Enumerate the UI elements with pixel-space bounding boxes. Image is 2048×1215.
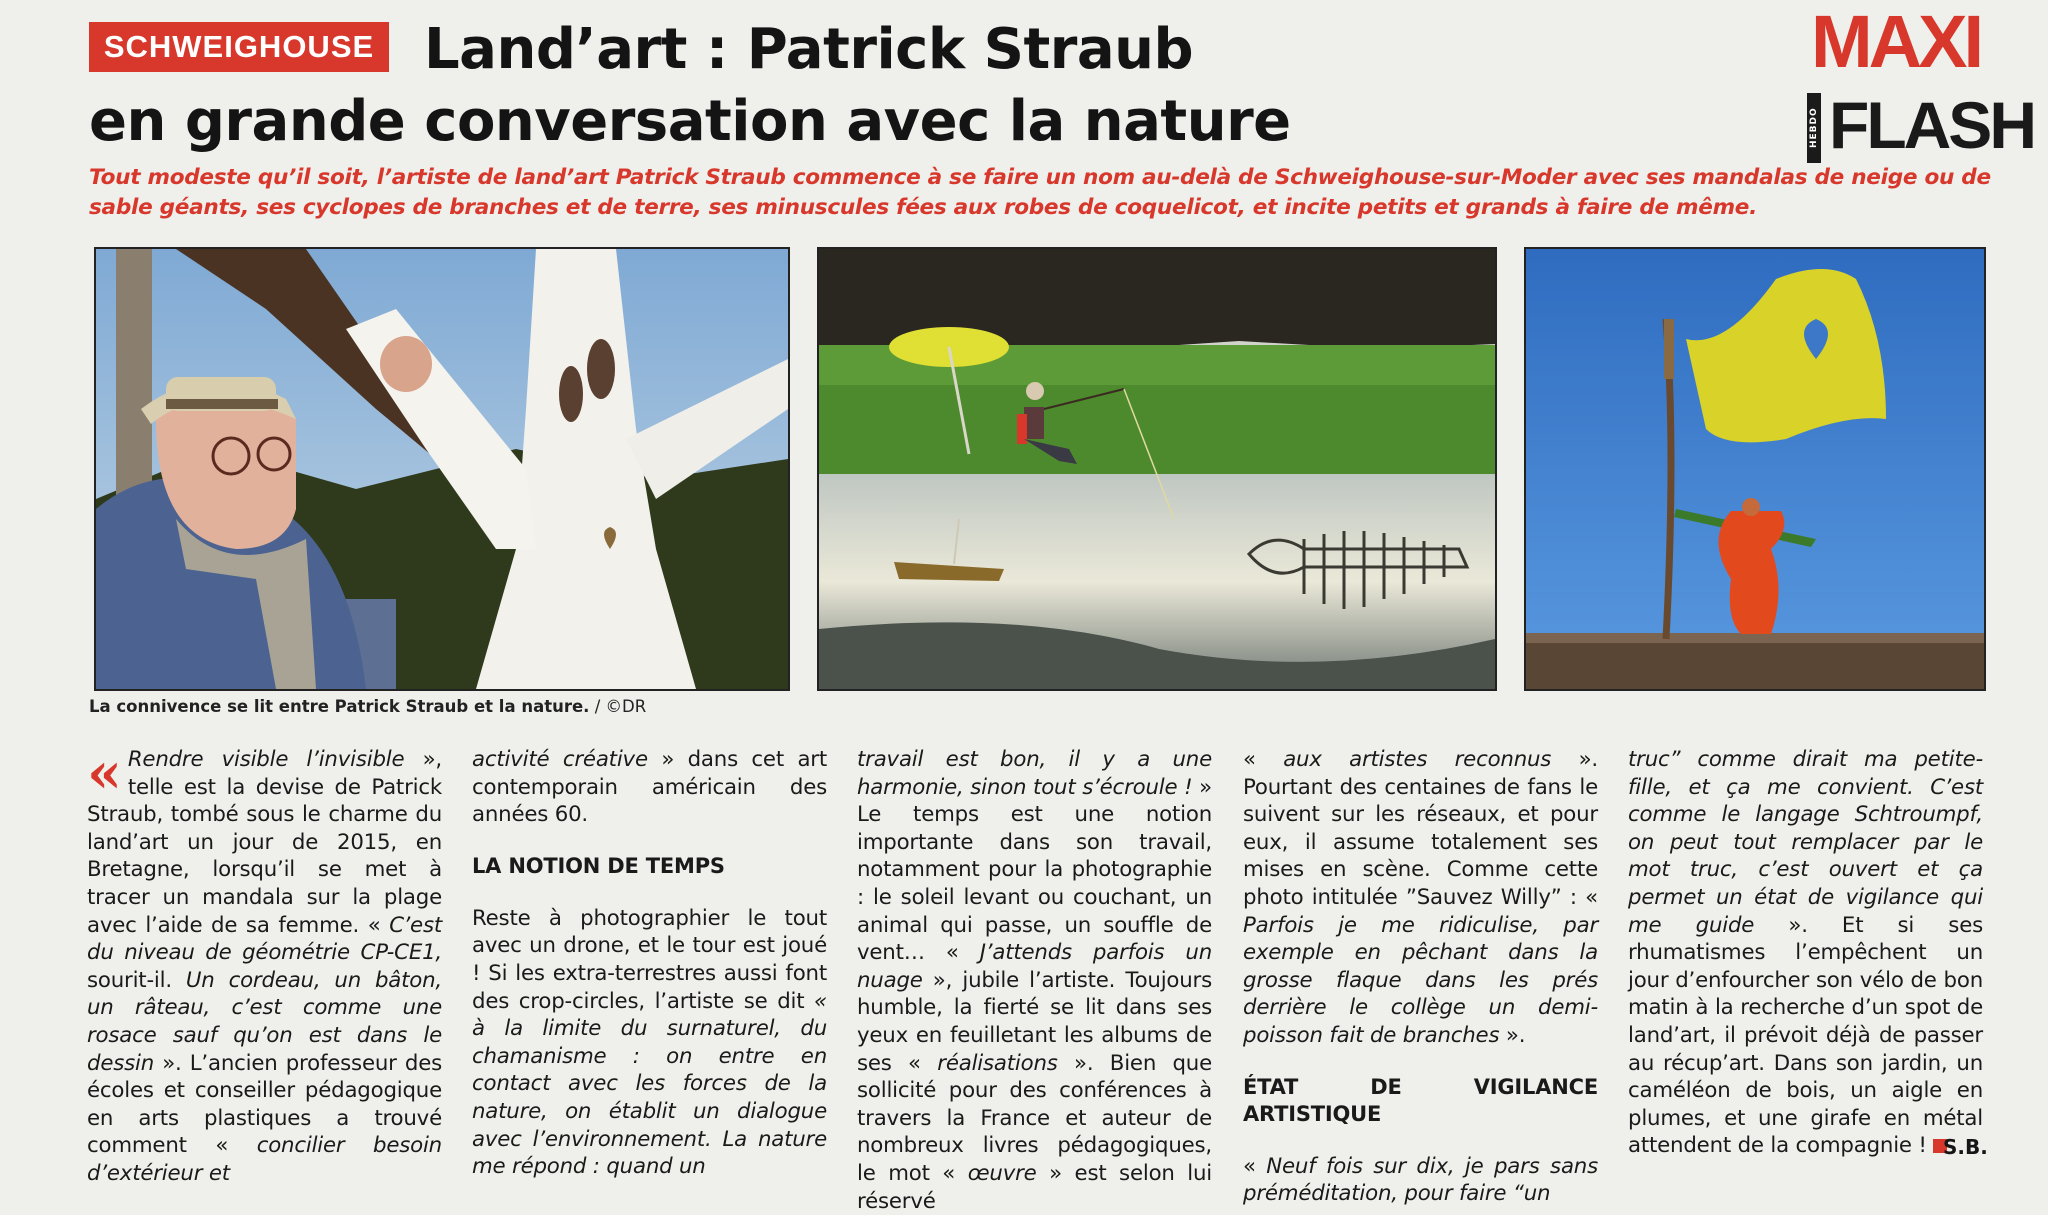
maxiflash-logo xyxy=(1807,0,2047,165)
column-1-text: « Rendre visible l’invisible », telle est la devise de Patrick Straub, tombé sous le charme du land’art un jour de 2015, en Bretagne, lorsqu’il se met à tracer un mandala sur la plage avec l’aide de sa femme. « C’est du niveau de géométrie CP-CE1, sourit-il. Un cordeau, un bâton, un râteau, c’est comme une rosace sauf qu’on est dans le dessin ». L’ancien professeur des écoles et conseiller pédagogique en arts plastiques a trouvé comment « concilier besoin d’extérieur et xyxy=(87,740,442,1186)
article-column-4 xyxy=(1243,746,1598,1208)
column-2-text-a: activité créative » dans cet art contemporain américain des années 60. xyxy=(472,747,827,828)
author-signature: S.B. xyxy=(1943,1135,1988,1159)
headline-line-2: en grande conversation avec la nature xyxy=(89,89,1291,154)
fishing-pond-photo xyxy=(817,247,1497,691)
article-column-3 xyxy=(857,746,1212,1215)
column-4-text-a: « aux artistes reconnus ». Pourtant des centaines de fans le suivent sur les réseaux, et pour eux, il assume totalement ses mises en scène. Comme cette photo intitulée ”Sauvez Willy” : « Parfois je me ridiculise, par exemple en pêchant dans la grosse flaque dans les prés derrière le collège un demi-poisson fait de branches ». xyxy=(1243,747,1598,1048)
column-2-text-b: Reste à photographier le tout avec un drone, et le tour est joué ! Si les extra-terrestres aussi font des crop-circles, l’artiste se dit « à la limite du surnaturel, du chamanisme : on entre en contact avec les forces de la nature, on établit un dialogue avec l’environnement. La nature me répond : quand un xyxy=(472,905,827,1180)
subheading-etat-de-vigilance: ÉTAT DE VIGILANCE ARTISTIQUE xyxy=(1243,1074,1598,1126)
caption-text: La connivence se lit entre Patrick Straub et la nature. xyxy=(89,697,590,716)
open-quote-icon: « xyxy=(87,740,122,806)
caption-credit: / ©DR xyxy=(589,697,647,716)
column-5-text: truc” comme dirait ma petite-fille, et ça me convient. C’est comme le langage Schtroumpf, on peut tout remplacer par le mot truc, c’est ouvert et ça permet un état de vigilance qui me guide ». Et si ses rhumatismes l’empêchent un jour d’enfourcher son vélo de bon matin à la recherche d’un spot de land’art, il prévoit déjà de passer au récup’art. Dans son jardin, un caméléon de bois, un aigle en plumes, et une girafe en métal attendent de la compagnie ! xyxy=(1628,747,1983,1159)
logo-hebdo: HEBDO xyxy=(1807,93,1821,163)
column-4-text-b: « Neuf fois sur dix, je pars sans préméditation, pour faire “un xyxy=(1243,1153,1598,1207)
photo-caption xyxy=(89,697,646,716)
logo-flash: FLASH xyxy=(1829,88,2034,162)
portrait-photo xyxy=(94,247,790,691)
logo-maxi: MAXI xyxy=(1811,0,1980,83)
article-column-1 xyxy=(87,740,442,1188)
article-column-5 xyxy=(1628,746,1983,1160)
article-lede: Tout modeste qu’il soit, l’artiste de land’art Patrick Straub commence à se faire un nom au-delà de Schweighouse-sur-Moder avec ses mandalas de neige ou de sable géants, ses cyclopes de branches et de terre, ses minuscules fées aux robes de coquelicot, et incite petits et grands à faire de même. xyxy=(89,165,1991,220)
article-column-2 xyxy=(472,746,827,1181)
section-tag: SCHWEIGHOUSE xyxy=(89,22,389,72)
column-3-text: travail est bon, il y a une harmonie, sinon tout s’écroule ! » Le temps est une notion importante dans son travail, notamment pour la photographie : le soleil levant ou couchant, un animal qui passe, un souffle de vent… « J’attends parfois un nuage », jubile l’artiste. Toujours humble, la fierté se lit dans ses yeux en feuilletant les albums de ses « réalisations ». Bien que sollicité pour des conférences à travers la France et auteur de nombreux livres pédagogiques, le mot « œuvre » est selon lui réservé xyxy=(857,747,1213,1214)
headline-line-1: Land’art : Patrick Straub xyxy=(424,17,1194,82)
fairy-leaf-photo xyxy=(1524,247,1986,691)
subheading-notion-de-temps: LA NOTION DE TEMPS xyxy=(472,853,725,878)
